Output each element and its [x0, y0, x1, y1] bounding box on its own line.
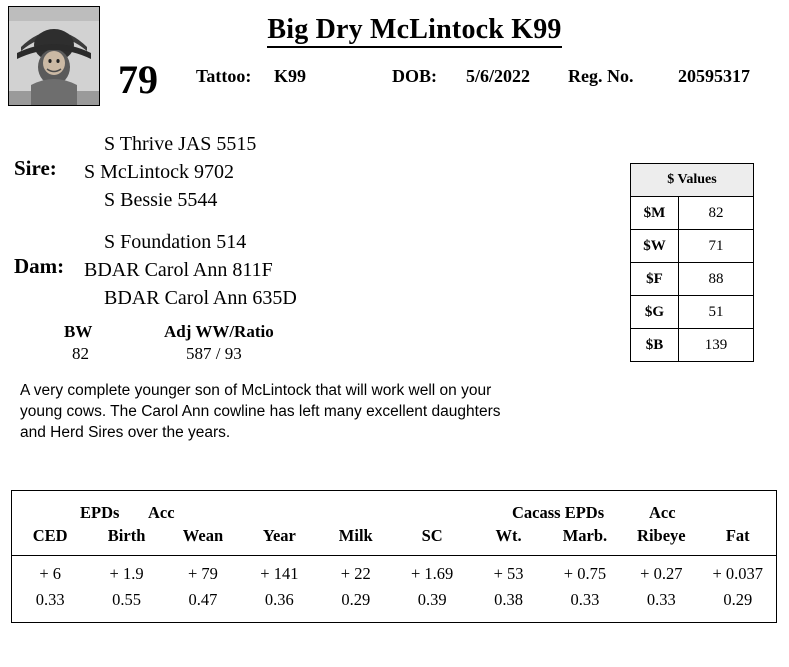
dob-label: DOB: — [392, 66, 437, 86]
epd-value-ced: + 6 — [39, 564, 62, 583]
epd-value-milk: + 22 — [340, 564, 371, 583]
epd-table-container — [11, 490, 777, 623]
table-row — [631, 230, 754, 263]
sire-line-1: S Thrive JAS 5515 — [104, 133, 257, 155]
epd-acc-wt: 0.38 — [494, 590, 523, 609]
epd-acc-milk: 0.29 — [341, 590, 371, 609]
epd-group-epds-label: EPDs — [80, 503, 120, 522]
epd-group-headers — [12, 491, 776, 523]
lot-number: 79 — [118, 57, 158, 102]
dam-line-2: BDAR Carol Ann 811F — [84, 259, 273, 281]
epd-acc-birth: 0.55 — [112, 590, 142, 609]
pedigree-spacer — [14, 214, 614, 228]
epd-group-cacass-acc-label: Acc — [649, 503, 676, 522]
epd-group-acc-label: Acc — [148, 503, 175, 522]
epd-col-wt: Wt. — [470, 523, 546, 556]
tattoo-label: Tattoo: — [196, 66, 252, 86]
epd-value-sc: + 1.69 — [410, 564, 454, 583]
registration-value: 20595317 — [678, 66, 750, 86]
sire-lines — [84, 130, 256, 214]
epd-acc-marb: 0.33 — [570, 590, 600, 609]
dam-line-1: S Foundation 514 — [104, 231, 247, 253]
registration-label: Reg. No. — [568, 66, 634, 86]
page-title — [0, 14, 789, 46]
table-row — [631, 296, 754, 329]
epd-value-year: + 141 — [260, 564, 299, 583]
epd-values-row — [12, 556, 776, 589]
epd-column-headers — [12, 523, 776, 556]
epd-value-fat: + 0.037 — [712, 564, 764, 583]
dam-block — [14, 228, 614, 312]
epd-value-marb: + 0.75 — [563, 564, 607, 583]
epd-value-birth: + 1.9 — [109, 564, 144, 583]
epd-acc-ced: 0.33 — [35, 590, 65, 609]
bw-label: BW — [64, 322, 93, 341]
bw-value: 82 — [72, 344, 89, 363]
adj-ww-ratio-label: Adj WW/Ratio — [164, 322, 274, 341]
dollar-value-key: $F — [631, 263, 679, 296]
sire-block — [14, 130, 614, 214]
dam-line-3: BDAR Carol Ann 635D — [104, 287, 297, 309]
table-row — [631, 263, 754, 296]
page-title-text: Big Dry McLintock K99 — [267, 14, 561, 48]
sire-line-3: S Bessie 5544 — [104, 189, 218, 211]
epd-acc-ribeye: 0.33 — [646, 590, 676, 609]
epd-value-wt: + 53 — [493, 564, 524, 583]
pedigree — [14, 130, 614, 312]
epd-group-cacass-epds-label: Cacass EPDs — [512, 503, 605, 522]
epd-acc-year: 0.36 — [264, 590, 294, 609]
epd-value-ribeye: + 0.27 — [640, 564, 683, 583]
epd-col-fat: Fat — [700, 523, 776, 556]
dollar-value-amount: 139 — [679, 329, 754, 362]
dollar-value-amount: 51 — [679, 296, 754, 329]
table-header-row — [631, 164, 754, 197]
performance-data — [14, 322, 614, 368]
epd-col-milk: Milk — [318, 523, 394, 556]
epd-col-marb: Marb. — [547, 523, 623, 556]
dollar-value-amount: 82 — [679, 197, 754, 230]
tattoo-value: K99 — [274, 66, 307, 86]
dollar-values-header: $ Values — [631, 164, 754, 197]
epd-col-year: Year — [241, 523, 317, 556]
dollar-value-key: $W — [631, 230, 679, 263]
dob-value: 5/6/2022 — [466, 66, 531, 86]
epd-col-birth: Birth — [88, 523, 164, 556]
dollar-value-amount: 71 — [679, 230, 754, 263]
epd-acc-wean: 0.47 — [188, 590, 218, 609]
epd-col-wean: Wean — [165, 523, 241, 556]
dollar-value-key: $M — [631, 197, 679, 230]
dollar-value-key: $G — [631, 296, 679, 329]
header-fields — [196, 66, 775, 94]
epd-acc-fat: 0.29 — [723, 590, 753, 609]
table-row — [631, 197, 754, 230]
epd-col-ribeye: Ribeye — [623, 523, 699, 556]
sire-line-2: S McLintock 9702 — [84, 161, 234, 183]
dollar-value-key: $B — [631, 329, 679, 362]
epd-col-sc: SC — [394, 523, 470, 556]
epd-col-ced: CED — [12, 523, 88, 556]
sire-label: Sire: — [14, 156, 57, 180]
document-header — [0, 0, 789, 118]
adj-ww-ratio-value: 587 / 93 — [186, 344, 242, 363]
epd-table — [12, 523, 776, 614]
epd-acc-sc: 0.39 — [417, 590, 447, 609]
performance-headers — [14, 322, 614, 344]
performance-values — [14, 344, 614, 368]
dollar-value-amount: 88 — [679, 263, 754, 296]
epd-value-wean: + 79 — [188, 564, 218, 583]
dam-label: Dam: — [14, 254, 65, 278]
animal-description: A very complete younger son of McLintock that will work well on your young cows. The Carol Ann cowline has left many excellent daughters and Herd Sires over the years. — [20, 382, 501, 441]
table-row — [631, 329, 754, 362]
dollar-values-table — [630, 163, 754, 362]
epd-accuracy-row — [12, 588, 776, 614]
dam-lines — [84, 228, 297, 312]
